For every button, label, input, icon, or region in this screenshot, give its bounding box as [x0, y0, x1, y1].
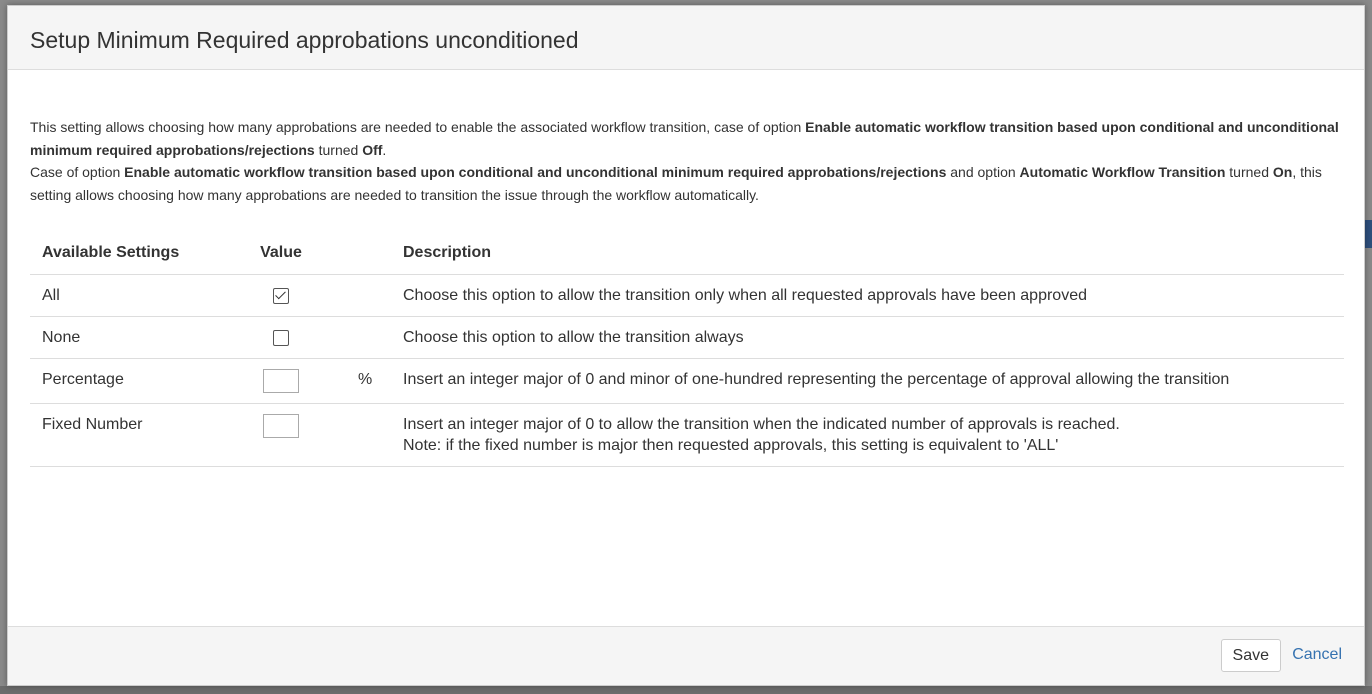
- value-cell: [216, 275, 346, 317]
- description-note: Note: if the fixed number is major then requested approvals, this setting is equivalent to 'ALL': [403, 437, 1059, 454]
- setting-label: All: [30, 275, 216, 317]
- intro-paragraph-off: [30, 116, 1344, 161]
- table-row-fixed-number: [30, 404, 1344, 467]
- setting-label: Fixed Number: [30, 404, 216, 467]
- intro-text: turned: [1225, 164, 1273, 180]
- all-checkbox[interactable]: [273, 288, 289, 304]
- table-row-percentage: [30, 359, 1344, 404]
- setting-description: [391, 275, 1344, 317]
- table-row-all: [30, 275, 1344, 317]
- intro-option-name: Enable automatic workflow transition based upon conditional and unconditional minimum required approbations/rejections: [124, 164, 947, 180]
- unit-cell: [346, 275, 391, 317]
- fixed-number-input[interactable]: [263, 414, 299, 438]
- intro-option-auto-transition: Automatic Workflow Transition: [1019, 164, 1226, 180]
- percent-unit: %: [346, 359, 391, 404]
- table-header-row: [30, 234, 1344, 275]
- value-cell: [216, 317, 346, 359]
- value-cell: [216, 404, 346, 467]
- unit-cell: [346, 317, 391, 359]
- setting-description: [391, 404, 1344, 467]
- description-line: Choose this option to allow the transition always: [403, 329, 744, 346]
- percentage-input[interactable]: [263, 369, 299, 393]
- intro-paragraph-on: [30, 161, 1344, 206]
- dialog-header: [8, 6, 1364, 70]
- table-row-none: [30, 317, 1344, 359]
- save-button[interactable]: Save: [1221, 639, 1281, 672]
- settings-table: [30, 234, 1344, 467]
- setting-label: None: [30, 317, 216, 359]
- dialog-body: [30, 116, 1344, 467]
- checkmark-icon: [275, 288, 286, 299]
- background-page-bottom: [0, 686, 1372, 694]
- dialog-footer: [8, 626, 1364, 685]
- column-header-value: Value: [216, 234, 346, 275]
- value-cell: [216, 359, 346, 404]
- intro-state-off: Off: [362, 141, 383, 158]
- setting-description: [391, 317, 1344, 359]
- intro-text: Case of option: [30, 164, 125, 180]
- intro-text: This setting allows choosing how many approbations are needed to enable the associated workflow transition, case of option: [30, 119, 806, 135]
- setting-description: [391, 359, 1344, 404]
- intro-text: .: [382, 141, 387, 158]
- description-line: Choose this option to allow the transition only when all requested approvals have been approved: [403, 287, 1087, 304]
- description-line: Insert an integer major of 0 to allow the transition when the indicated number of approvals is reached.: [403, 416, 1120, 433]
- intro-option-name: Enable automatic workflow transition based upon conditional and unconditional minimum required approbations/rejections: [30, 119, 1339, 158]
- cancel-link[interactable]: Cancel: [1292, 646, 1342, 663]
- background-page-fragment: [1364, 220, 1372, 248]
- none-checkbox[interactable]: [273, 330, 289, 346]
- intro-state-on: On: [1272, 164, 1293, 180]
- setup-dialog: [7, 5, 1365, 686]
- dialog-title: Setup Minimum Required approbations unconditioned: [30, 27, 579, 53]
- column-header-unit: [346, 234, 391, 275]
- column-header-settings: Available Settings: [30, 234, 216, 275]
- setting-label: Percentage: [30, 359, 216, 404]
- description-line: Insert an integer major of 0 and minor of one-hundred representing the percentage of approval allowing the transition: [403, 371, 1230, 388]
- unit-cell: [346, 404, 391, 467]
- intro-text: , this setting allows choosing how many approbations are needed to transition the issue through the workflow automatically.: [30, 164, 1322, 203]
- intro-text: turned: [314, 141, 363, 158]
- intro-text: and option: [946, 164, 1020, 180]
- column-header-description: Description: [391, 234, 1344, 275]
